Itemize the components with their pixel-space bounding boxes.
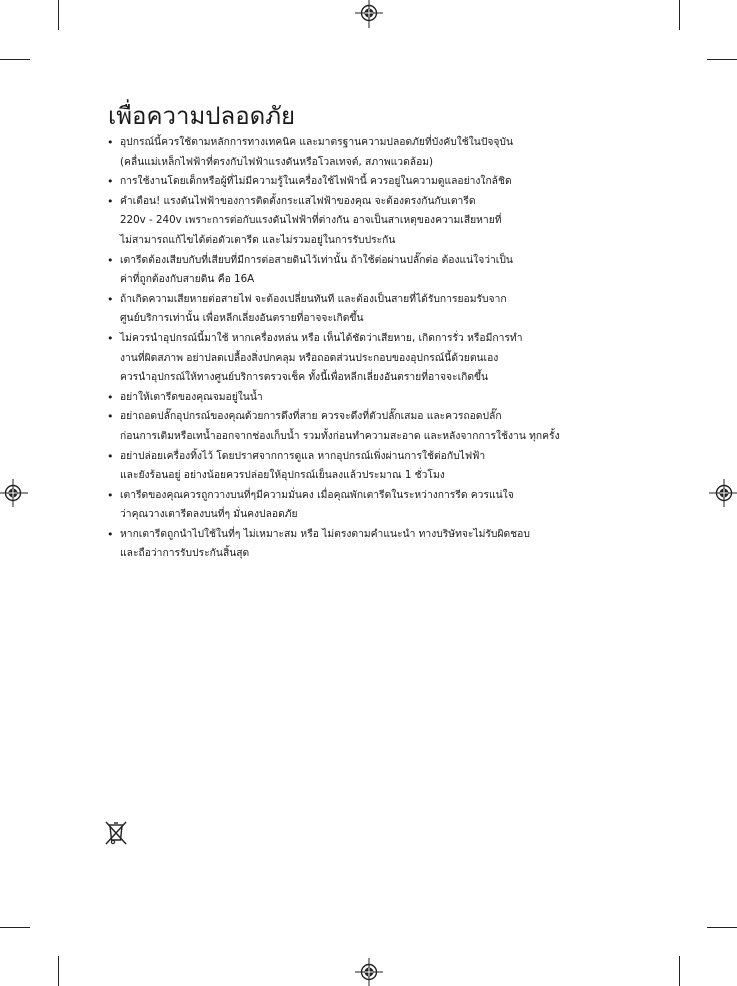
registration-target-icon — [354, 958, 384, 986]
list-item-line: • ไม่ควรนำอุปกรณ์นี้มาใช้ หากเครื่องหล่น หรือ เห็นได้ชัดว่าเสียหาย, เกิดการรั่ว หรือมีการทำ — [120, 331, 523, 344]
list-item-line: ศูนย์บริการเท่านั้น เพื่อหลีกเลี่ยงอันตรายที่อาจจะเกิดขึ้น — [120, 312, 364, 325]
list-item — [104, 447, 604, 486]
list-item — [104, 329, 604, 388]
list-item — [104, 407, 604, 446]
registration-target-icon — [709, 478, 737, 508]
list-item-line: และถือว่าการรับประกันสิ้นสุด — [120, 547, 250, 560]
list-item-line: 220v - 240v เพราะการต่อกับแรงดันไฟฟ้าที่ต่างกัน อาจเป็นสาเหตุของความเสียหายที่ — [120, 214, 502, 227]
crop-mark-bottom-right-h — [707, 927, 737, 928]
list-item-line: และยังร้อนอยู่ อย่างน้อยควรปล่อยให้อุปกรณ์เย็นลงแล้วประมาณ 1 ชั่วโมง — [120, 469, 445, 482]
registration-target-icon — [0, 478, 28, 508]
list-item-line: ว่าคุณวางเตารีดลงบนที่ๆ มั่นคงปลอดภัย — [120, 508, 298, 521]
crossed-out-wheeled-bin-icon — [104, 820, 128, 846]
list-item-line: • อย่าให้เตารีดของคุณจมอยู่ในน้ำ — [120, 390, 263, 403]
list-item-line: • ถ้าเกิดความเสียหายต่อสายไฟ จะต้องเปลี่ยนทันที และต้องเป็นสายที่ได้รับการยอมรับจาก — [120, 292, 507, 305]
crop-mark-bottom-left-v — [58, 956, 59, 986]
safety-instructions-list — [104, 133, 604, 564]
list-item-line: • เตารีดของคุณควรถูกวางบนที่ๆมีความมั่นคง เมื่อคุณพักเตารีดในระหว่างการรีด ควรแน่ใจ — [120, 488, 514, 501]
list-item-line: • อย่าปล่อยเครื่องทิ้งไว้ โดยปราศจากการดูแล หากอุปกรณ์เพิ่งผ่านการใช้ต่อกับไฟฟ้า — [120, 449, 486, 462]
list-item-line: • การใช้งานโดยเด็กหรือผู้ที่ไม่มีความรู้ในเครื่องใช้ไฟฟ้านี้ ควรอยู่ในความดูแลอย่างใกล้ชิด — [120, 175, 512, 188]
list-item-line: ไม่สามารถแก้ไขได้ต่อตัวเตารีด และไม่รวมอยู่ในการรับประกัน — [120, 233, 396, 246]
list-item — [104, 251, 604, 290]
list-item-line: งานที่ผิดสภาพ อย่าปลดเปลื้องสิ่งปกคลุม หรือถอดส่วนประกอบของอุปกรณ์นี้ด้วยตนเอง — [120, 351, 499, 364]
list-item — [104, 192, 604, 251]
crop-mark-top-left-v — [58, 0, 59, 30]
crop-mark-bottom-left-h — [0, 927, 30, 928]
list-item-line: • คำเตือน! แรงดันไฟฟ้าของการติดตั้งกระแสไฟฟ้าของคุณ จะต้องตรงกันกับเตารีด — [120, 194, 476, 207]
list-item-line: • หากเตารีดถูกนำไปใช้ในที่ๆ ไม่เหมาะสม หรือ ไม่ตรงตามคำแนะนำ ทางบริษัทจะไม่รับผิดชอบ — [120, 527, 530, 540]
list-item — [104, 525, 604, 564]
crop-mark-top-right-v — [679, 0, 680, 30]
list-item-line: (คลื่นแม่เหล็กไฟฟ้าที่ตรงกับไฟฟ้าแรงดันหรือโวลเทจต์, สภาพแวดล้อม) — [120, 155, 434, 168]
registration-target-icon — [354, 0, 384, 28]
list-item-line: ควรนำอุปกรณ์ให้ทางศูนย์บริการตรวจเช็ค ทั้งนี้เพื่อหลีกเลี่ยงอันตรายที่อาจจะเกิดขึ้น — [120, 371, 489, 384]
crop-mark-top-right-h — [707, 59, 737, 60]
list-item — [104, 172, 604, 192]
crop-mark-bottom-right-v — [679, 956, 680, 986]
list-item — [104, 486, 604, 525]
list-item-line: • เตารีดต้องเสียบกับที่เสียบที่มีการต่อสายดินไว้เท่านั้น ถ้าใช้ต่อผ่านปลั๊กต่อ ต้องแน่ใจว่าเป็น — [120, 253, 513, 266]
page-title: เพื่อความปลอดภัย — [108, 102, 296, 130]
list-item-line: • อย่าถอดปลั๊กอุปกรณ์ของคุณด้วยการดึงที่สาย ควรจะดึงที่ตัวปลั๊กเสมอ และควรถอดปลั๊ก — [120, 410, 502, 423]
list-item-line: ก่อนการเติมหรือเทน้ำออกจากช่องเก็บน้ำ รวมทั้งก่อนทำความสะอาด และหลังจากการใช้งาน ทุกครั้ง — [120, 429, 560, 442]
list-item — [104, 290, 604, 329]
crop-mark-top-left-h — [0, 59, 30, 60]
list-item — [104, 388, 604, 408]
list-item — [104, 133, 604, 172]
list-item-line: • อุปกรณ์นี้ควรใช้ตามหลักการทางเทคนิค และมาตรฐานความปลอดภัยที่บังคับใช้ในปัจจุบัน — [120, 136, 514, 148]
list-item-line: ค่าที่ถูกต้องกับสายดิน คือ 16A — [120, 273, 255, 286]
